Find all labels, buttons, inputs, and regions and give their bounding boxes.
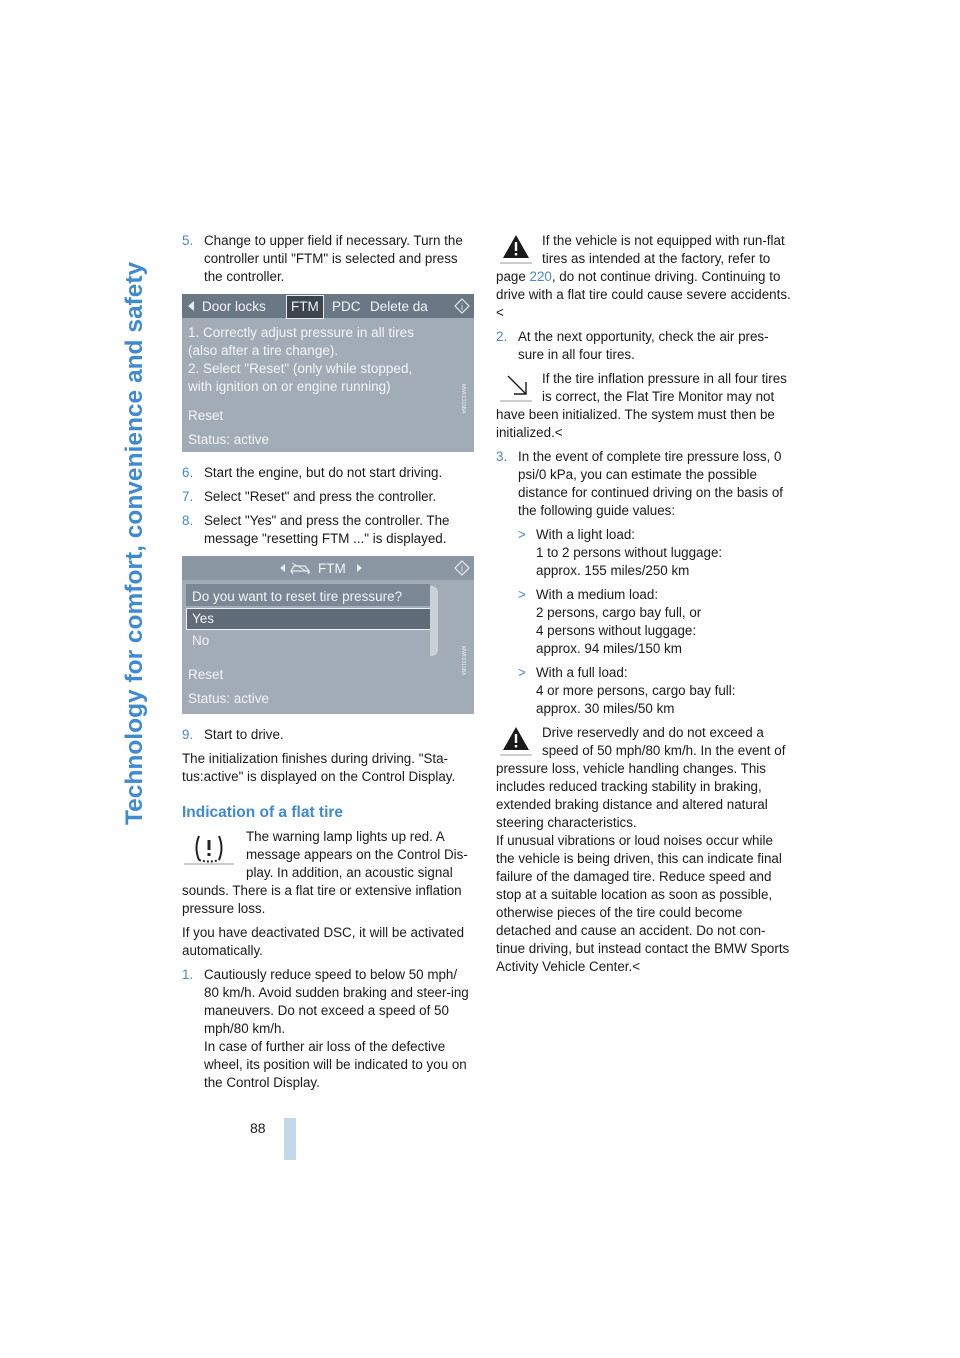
step-1: 1. Cautiously reduce speed to below 50 mph/ 80 km/h. Avoid sudden braking and steer-ing maneuvers. Do not exceed a speed of 50 mph/80 km/h. In case of further air loss of the defective wheel, its position will be indicated to you on the Control Display.	[182, 967, 469, 1090]
info-icon[interactable]	[454, 298, 470, 314]
initialization-paragraph: The initialization finishes during driving. "Sta-tus:active" is displayed on the Control Display.	[182, 751, 456, 784]
side-title-text: Technology for comfort, convenience and safety	[121, 261, 148, 825]
info-icon[interactable]	[454, 560, 470, 576]
tire-warning-lamp-icon	[182, 830, 236, 866]
yes-option[interactable]	[186, 608, 432, 630]
menu-item-delete[interactable]: Delete da	[370, 299, 428, 314]
no-option[interactable]: No	[192, 633, 210, 648]
screen-title: FTM	[318, 561, 346, 576]
warning-note-runflat: If the vehicle is not equipped with run-flat tires as intended at the factory, refer to page 220, do not continue driving. Continuing to drive with a flat tire could cause severe accidents.<	[496, 233, 791, 320]
page-number: 88	[250, 1120, 266, 1136]
car-tire-icon	[290, 561, 312, 575]
reset-option[interactable]: Reset	[188, 408, 224, 423]
load-light: > With a light load: 1 to 2 persons without luggage: approx. 155 miles/250 km	[518, 527, 723, 578]
warning-note-speed: Drive reservedly and do not exceed a speed of 50 mph/80 km/h. In the event of pressure loss, vehicle handling changes. This includes reduced tracking stability in braking, extended braking distance and altered natural steering characteristics. If unusual vibrations or loud noises occur while the vehicle is being driven, this can indicate final failure of the damaged tire. Reduce speed and stop at a suitable location as soon as possible, otherwise pieces of the tire could become detached and cause an accident. Do not con-tinue driving, but instead contact the BMW Sports Activity Vehicle Center.<	[496, 725, 790, 974]
info-note-initialize: If the tire inflation pressure in all four tires is correct, the Flat Tire Monitor may not have been initialized. The system must then be initialized.<	[496, 371, 787, 440]
scroll-indicator	[430, 586, 438, 656]
load-medium: > With a medium load: 2 persons, cargo bay full, or 4 persons without luggage: approx. 94 miles/150 km	[518, 587, 702, 656]
section-heading: Indication of a flat tire	[182, 804, 344, 821]
chevron-left-icon	[186, 300, 196, 312]
control-display-screen-1: Door locks FTM PDC Delete da i 1. Correctly adjust pressure in all tires (also after a tire change). 2. Select "Reset" (only while stopped, with ignition on or engine running) Reset Status: active MW01316BA	[182, 294, 474, 452]
column-right	[496, 232, 792, 982]
warning-triangle-icon	[496, 232, 536, 264]
chevron-right-icon	[356, 563, 364, 573]
warning-triangle-icon	[496, 724, 536, 756]
step-7: 7. Select "Reset" and press the controller.	[182, 489, 437, 504]
chevron-left-icon	[278, 563, 286, 573]
menu-item-pdc[interactable]: PDC	[332, 299, 361, 314]
svg-text:i: i	[461, 564, 463, 574]
step-6: 6. Start the engine, but do not start driving.	[182, 465, 443, 480]
page-marker-bar	[284, 1118, 296, 1160]
control-display-screen-2: FTM i Do you want to reset tire pressure? Yes No Reset Status: active MW01316BA	[182, 556, 474, 714]
side-title	[82, 80, 162, 840]
step-8: 8. Select "Yes" and press the controller. The message "resetting FTM ..." is displayed.	[182, 513, 450, 546]
note-arrow-icon	[496, 370, 536, 402]
step-2: 2. At the next opportunity, check the air pres-sure in all four tires.	[496, 329, 769, 362]
lamp-paragraph: The warning lamp lights up red. A message appears on the Control Dis-play. In addition, an acoustic signal sounds. There is a flat tire or extensive inflation pressure loss.	[182, 829, 468, 916]
menu-item-ftm[interactable]: FTM	[286, 295, 324, 319]
status-label: Status: active	[188, 691, 270, 706]
step-3: 3. In the event of complete tire pressure loss, 0 psi/0 kPa, you can estimate the possible distance for continued driving on the basis of the following guide values:	[496, 449, 784, 518]
menu-item-door-locks[interactable]: Door locks	[202, 299, 266, 314]
step-5: 5. Change to upper field if necessary. Turn the controller until "FTM" is selected and press the controller.	[182, 233, 463, 284]
step-9: 9. Start to drive.	[182, 727, 284, 742]
load-full: > With a full load: 4 or more persons, cargo bay full: approx. 30 miles/50 km	[518, 665, 736, 716]
status-label: Status: active	[188, 432, 270, 447]
page-link-220[interactable]: 220	[529, 269, 552, 284]
svg-text:i: i	[461, 302, 463, 312]
reset-option[interactable]: Reset	[188, 667, 224, 682]
reset-question: Do you want to reset tire pressure?	[192, 589, 403, 604]
column-left	[182, 232, 474, 1098]
dsc-paragraph: If you have deactivated DSC, it will be activated automatically.	[182, 925, 465, 958]
